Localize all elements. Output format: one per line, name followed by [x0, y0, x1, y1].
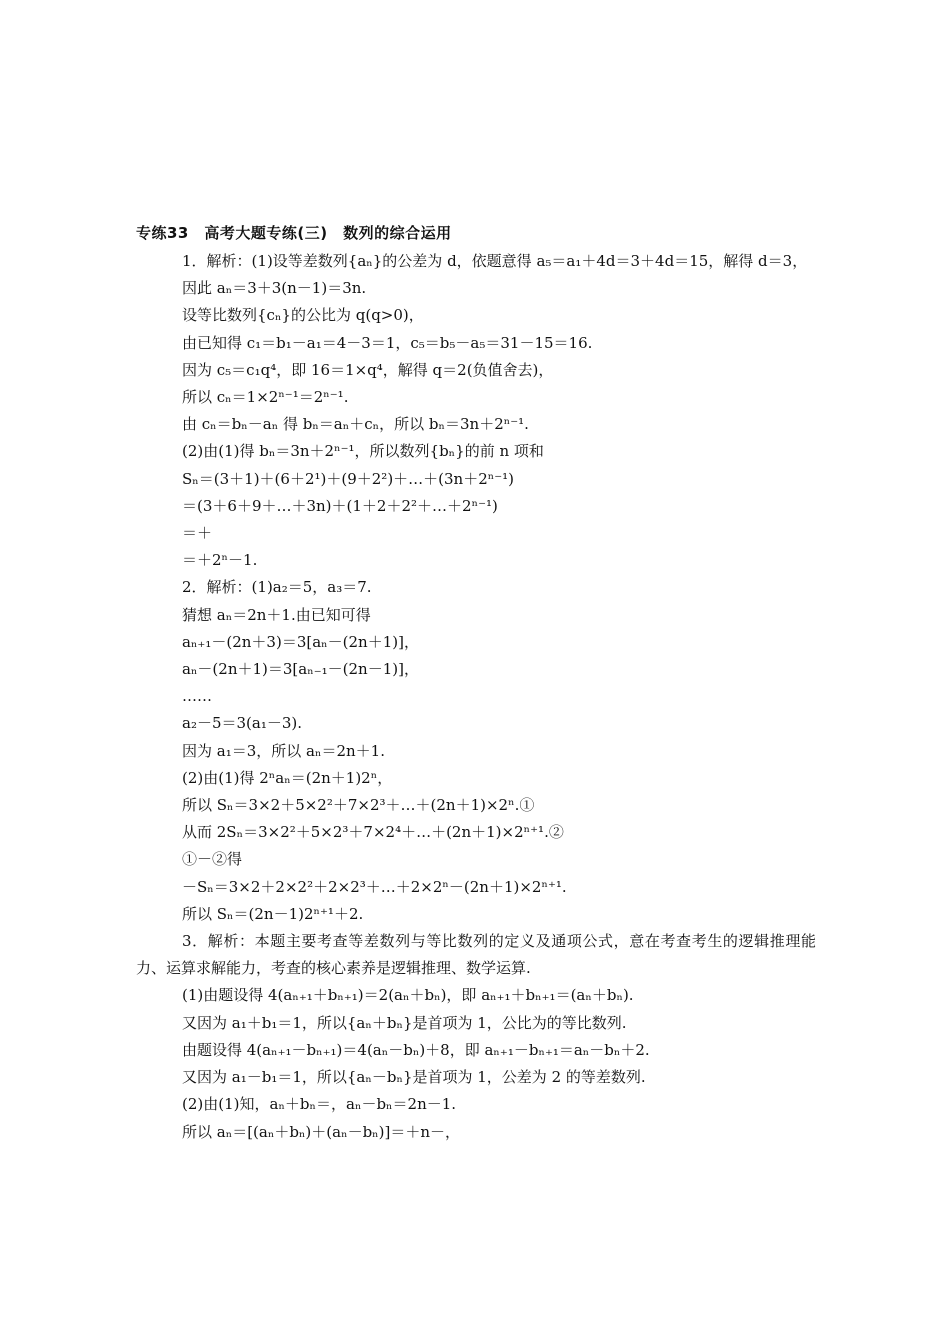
text-line: (1)由题设得 4(aₙ₊₁＋bₙ₊₁)＝2(aₙ＋bₙ)，即 aₙ₊₁＋bₙ₊₁＝(aₙ＋bₙ). — [182, 986, 634, 1005]
text-line: ①－②得 — [182, 850, 243, 869]
text-line: －Sₙ＝3×2＋2×2²＋2×2³＋…＋2×2ⁿ－(2n＋1)×2ⁿ⁺¹. — [182, 877, 567, 896]
text-line: ＝＋ — [182, 524, 213, 543]
text-line: 由已知得 c₁＝b₁－a₁＝4－3＝1，c₅＝b₅－a₅＝31－15＝16. — [182, 333, 593, 352]
text-line: 所以 Sₙ＝3×2＋5×2²＋7×2³＋…＋(2n＋1)×2ⁿ.① — [182, 796, 535, 815]
text-line: a₂－5＝3(a₁－3). — [182, 714, 303, 733]
text-line: ＝＋2ⁿ－1. — [182, 551, 258, 570]
text-line: 猜想 aₙ＝2n＋1.由已知可得 — [182, 605, 371, 624]
text-line: 因为 a₁＝3，所以 aₙ＝2n＋1. — [182, 741, 385, 760]
text-line: 3．解析：本题主要考查等差数列与等比数列的定义及通项公式，意在考查考生的逻辑推理能力、运算求解能力，考查的核心素养是逻辑推理、数学运算. — [136, 932, 816, 978]
text-line: 因此 aₙ＝3＋3(n－1)＝3n. — [182, 279, 367, 298]
text-line: 由题设得 4(aₙ₊₁－bₙ₊₁)＝4(aₙ－bₙ)＋8，即 aₙ₊₁－bₙ₊₁＝aₙ－bₙ＋2. — [182, 1040, 650, 1059]
text-line: ＝(3＋6＋9＋…＋3n)＋(1＋2＋2²＋…＋2ⁿ⁻¹) — [182, 496, 498, 515]
text-line: 所以 cₙ＝1×2ⁿ⁻¹＝2ⁿ⁻¹. — [182, 388, 349, 407]
text-line: (2)由(1)得 2ⁿaₙ＝(2n＋1)2ⁿ， — [182, 768, 393, 787]
text-line: 所以 Sₙ＝(2n－1)2ⁿ⁺¹＋2. — [182, 904, 364, 923]
text-line: 所以 aₙ＝[(aₙ＋bₙ)＋(aₙ－bₙ)]＝＋n－， — [182, 1122, 461, 1141]
text-line: 2．解析：(1)a₂＝5，a₃＝7. — [182, 578, 372, 597]
text-line: (2)由(1)得 bₙ＝3n＋2ⁿ⁻¹，所以数列{bₙ}的前 n 项和 — [182, 442, 544, 461]
text-line: 又因为 a₁＋b₁＝1，所以{aₙ＋bₙ}是首项为 1，公比为的等比数列. — [182, 1013, 627, 1032]
solution-body — [136, 248, 816, 1146]
text-line: 因为 c₅＝c₁q⁴，即 16＝1×q⁴，解得 q＝2(负值舍去)， — [182, 360, 554, 379]
text-line: Sₙ＝(3＋1)＋(6＋2¹)＋(9＋2²)＋…＋(3n＋2ⁿ⁻¹) — [182, 469, 515, 488]
text-line: 从而 2Sₙ＝3×2²＋5×2³＋7×2⁴＋…＋(2n＋1)×2ⁿ⁺¹.② — [182, 823, 564, 842]
text-line: aₙ₊₁－(2n＋3)＝3[aₙ－(2n＋1)]， — [182, 632, 419, 651]
text-line: 设等比数列{cₙ}的公比为 q(q>0)， — [182, 306, 424, 325]
text-line: aₙ－(2n＋1)＝3[aₙ₋₁－(2n－1)]， — [182, 660, 419, 679]
page-title: 专练33 高考大题专练(三) 数列的综合运用 — [136, 224, 452, 242]
text-line: …… — [182, 687, 212, 706]
text-line: 又因为 a₁－b₁＝1，所以{aₙ－bₙ}是首项为 1，公差为 2 的等差数列. — [182, 1068, 646, 1087]
text-line: (2)由(1)知，aₙ＋bₙ＝，aₙ－bₙ＝2n－1. — [182, 1095, 457, 1114]
text-line: 1．解析：(1)设等差数列{aₙ}的公差为 d，依题意得 a₅＝a₁＋4d＝3＋4d＝15，解得 d＝3， — [182, 252, 808, 270]
text-line: 由 cₙ＝bₙ－aₙ 得 bₙ＝aₙ＋cₙ，所以 bₙ＝3n＋2ⁿ⁻¹. — [182, 415, 529, 434]
